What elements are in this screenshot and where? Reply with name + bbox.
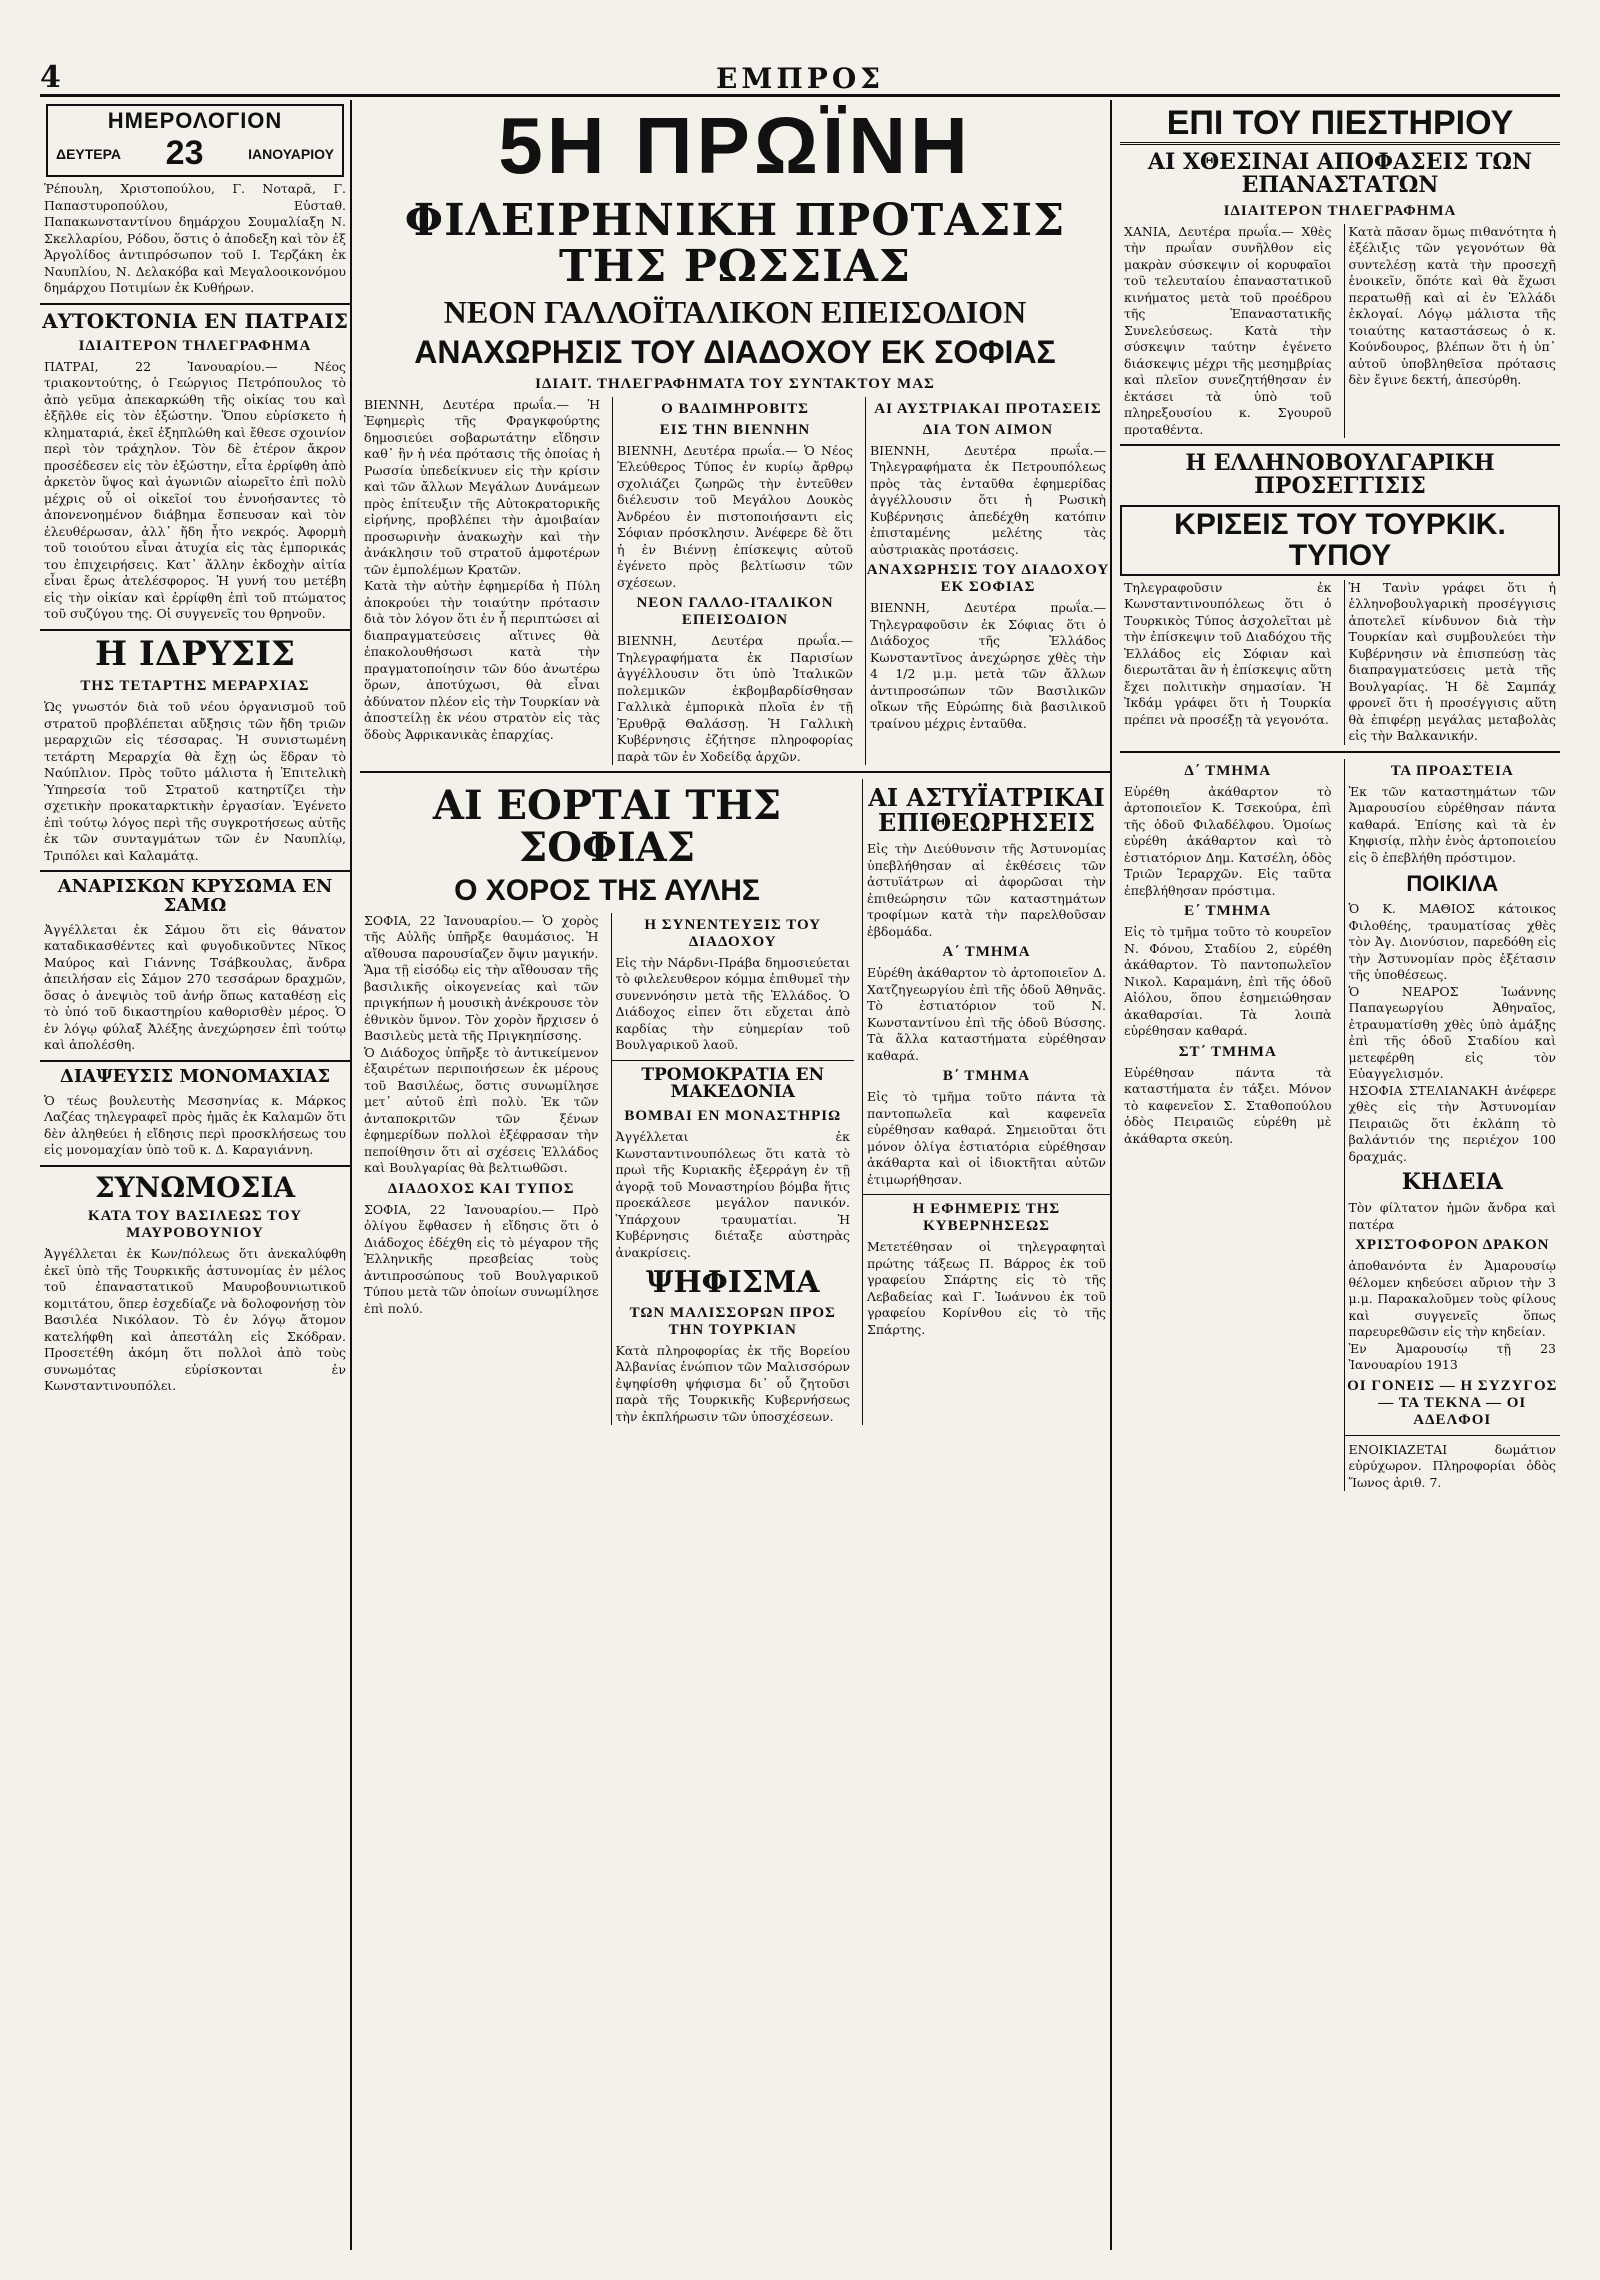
- article-title: ΝΕΟΝ ΓΑΛΛΟ-ΙΤΑΛΙΚΟΝ ΕΠΕΙΣΟΔΙΟΝ: [636, 595, 834, 629]
- article-text: Ἀγγέλλεται ἐκ Κων/πόλεως ὅτι ἀνεκαλύφθη ἐκεῖ ὑπὸ τῆς Τουρκικῆς ἀστυνομίας ἐν μέλος τοῦ ἐπαναστατικοῦ Μαυροβουνιωτικοῦ κομιτάτου, ὅπερ ἐσχεδίαζε νὰ δολοφονήσῃ τὸν Βασιλέα Νικόλαον. Τὸ ἐν λόγῳ ἄτομον κατελήφθη καὶ ἀπεστάλη εἰς Σκόδραν. Προσετέθη ἀκόμη ὅτι πολλοὶ ἀπὸ τοὺς συνωμότας εὑρίσκονται ἐν Κωνσταντινουπόλει.: [44, 1246, 346, 1394]
- article-text: Ὁ τέως βουλευτὴς Μεσσηνίας κ. Μάρκος Λαζέας τηλεγραφεῖ πρὸς ἡμᾶς ἐκ Καλαμῶν ὅτι δὲν ἀληθεύει ἡ εἴδησις περὶ προσκλήσεως του εἰς μονομαχίαν ὑπὸ τοῦ κ. Δ. Καραγιάννη.: [44, 1092, 346, 1158]
- story-columns: [1120, 224, 1560, 439]
- article-title: ΑΙ ΑΣΤΥΪΑΤΡΙΚΑΙ ΕΠΙΘΕΩΡΗΣΕΙΣ: [868, 783, 1105, 838]
- middle-section: [360, 779, 1110, 1425]
- article-subtitle: Ο ΧΟΡΟΣ ΤΗΣ ΑΥΛΗΣ: [454, 874, 760, 908]
- headline-number: 5Η: [498, 101, 609, 190]
- article-title: Η ΕΦΗΜΕΡΙΣ ΤΗΣ ΚΥΒΕΡΝΗΣΕΩΣ: [912, 1201, 1061, 1235]
- funeral-name: ΧΡΙΣΤΟΦΟΡΟΝ ΔΡΑΚΟΝ: [1355, 1237, 1550, 1254]
- calendar-box: [46, 104, 344, 177]
- article-subtitle: ΤΩΝ ΜΑΛΙΣΣΟΡΩΝ ΠΡΟΣ ΤΗΝ ΤΟΥΡΚΙΑΝ: [629, 1304, 836, 1338]
- calendar-title: ΗΜΕΡΟΛΟΓΙΟΝ: [107, 108, 283, 133]
- article-text: ΧΑΝΙΑ, Δευτέρα πρωΐα.— Χθὲς τὴν πρωΐαν συνῆλθον εἰς μακρὰν σύσκεψιν οἱ κορυφαῖοι τοῦ τελευταίου ἐπαναστατικοῦ κινήματος μετὰ τοῦ προέδρου τῆς Ἐπαναστατικῆς Συνελεύσεως. Κατὰ τὴν σύσκεψιν ταύτην ἐγένετο διάσκεψις μέχρι τῆς μεσημβρίας καὶ πλεῖον συνεζητήθησαν ἐν ἐκτάσει τὰ ὑπὸ τοῦ πληρεξουσίου κ. Σγουροῦ προταθέντα.: [1124, 223, 1332, 437]
- headline-subtitle: ΙΔΙΑΙΤ. ΤΗΛΕΓΡΑΦΗΜΑΤΑ ΤΟΥ ΣΥΝΤΑΚΤΟΥ ΜΑΣ: [535, 375, 935, 392]
- article-subtitle: ΕΙΣ ΤΗΝ ΒΙΕΝΝΗΝ: [659, 421, 811, 438]
- article-title: ΚΗΔΕΙΑ: [1401, 1169, 1503, 1196]
- article-subtitle: ΚΡΙΣΕΙΣ ΤΟΥ ΤΟΥΡΚΙΚ. ΤΥΠΟΥ: [1120, 505, 1560, 576]
- article-text: ΒΙΕΝΝΗ, Δευτέρα πρωΐα.— Ὁ Νέος Ἐλεύθερος Τύπος ἐν κυρίῳ ἄρθρῳ σχολιάζει ζωηρῶς τὴν ἐντεῦθεν διέλευσιν τοῦ Μεγάλου Δουκὸς Ἀνδρέου ἐν πιστοποιήσαντι εἰς Σόφιαν πρόσκλησιν. Ἀνέφερε δὲ ὅτι ἡ ἐν Βιέννῃ ἐπίσκεψις αὐτοῦ ἐγένετο πρὸς βελτίωσιν τῶν σχέσεων.: [617, 442, 853, 590]
- article-text: Ἀγγέλλεται ἐκ Κωνσταντινουπόλεως ὅτι κατὰ τὸ πρωὶ τῆς Κυριακῆς ἐξερράγη ἐν τῇ ἀγορᾷ τοῦ Μοναστηρίου βόμβα ἥτις προεκάλεσε μεγάλον πανικόν. Ὑπάρχουν τραυματίαι. Ἡ Κυβέρνησις διέταξε αὐστηρὰς ἀνακρίσεις.: [615, 1129, 850, 1260]
- section-label: Β΄ ΤΜΗΜΑ: [942, 1068, 1031, 1085]
- article-title: ΑΥΤΟΚΤΟΝΙΑ ΕΝ ΠΑΤΡΑΙΣ: [42, 308, 348, 333]
- article-text: Εἰς τὴν Διεύθυνσιν τῆς Ἀστυνομίας ὑπεβλήθησαν αἱ ἐκθέσεις τῶν ἀστυϊάτρων αἱ ἀφορῶσαι τὴν ἐπιθεώρησιν τῶν καταστημάτων τροφίμων κατὰ τὴν παρελθοῦσαν ἑβδομάδα.: [867, 841, 1106, 939]
- section-label: Α΄ ΤΜΗΜΑ: [942, 944, 1031, 961]
- article-text: Ὁ ΝΕΑΡΟΣ Ἰωάννης Παπαγεωργίου Ἀθηναῖος, ἐτραυματίσθη χθὲς ὑπὸ ἀμάξης ἐπὶ τῆς ὁδοῦ Σταδίου καὶ μετεφέρθη εἰς τὸν Εὐαγγελισμόν.: [1348, 983, 1556, 1082]
- article-text: Εὑρέθησαν πάντα τὰ καταστήματα ἐν τάξει. Μόνον τὸ καφενεῖον Σ. Σταθοπούλου ὁδὸς Πειραιῶς εὑρέθη μὲ ἀκάθαρτα σκεύη.: [1124, 1064, 1332, 1146]
- calendar-day: 23: [165, 134, 204, 172]
- story-column: [1344, 224, 1561, 439]
- article-text: ΒΙΕΝΝΗ, Δευτέρα πρωΐα.— Τηλεγραφήματα ἐκ Πετρουπόλεως πρὸς τὰς ἐνταῦθα ἐφημερίδας ἀγγέλλουσιν ὅτι ἡ Ρωσικὴ Κυβέρνησις ἀπεδέχθη κατόπιν ἐπισταμένης μελέτης τὰς αὐστριακὰς προτάσεις.: [870, 442, 1106, 557]
- headline-word: ΠΡΩΪΝΗ: [634, 101, 972, 190]
- section-label: ΣΤ΄ ΤΜΗΜΑ: [1178, 1043, 1277, 1060]
- sofia-feature: [360, 779, 854, 1425]
- article-text: Κατὰ τὴν αὐτὴν ἐφημερίδα ἡ Πύλη ἀποκρούει τὴν τοιαύτην πρότασιν διὰ τὸν λόγον ὅτι ἐν ἧ περιπτώσει αἱ διαπραγματεύσεις αἵτινες θὰ ἐπακολουθήσωσι κατὰ τὴν πραγματοποίησιν τῶν δύο ἀνωτέρω ὅρων, ἀποτύχωσι, θὰ εἶναι ἀδύνατον πλέον εἰς τὴν Τουρκίαν νὰ ἀποστείλῃ ἐκ νέου στρατὸν εἰς τὰς ὅδοὺς Ἀφρικανικὰς ἐπαρχίας.: [364, 578, 600, 742]
- article-title: ΨΗΦΙΣΜΑ: [645, 1265, 820, 1301]
- article-text: ΒΙΕΝΝΗ, Δευτέρα πρωΐα.— Τηλεγραφήματα ἐκ Παρισίων ἀγγέλλουσιν ὅτι ὑπὸ Ἰταλικῶν πολεμικῶν ἐκβομβαρδίσθησαν Γαλλικὰ ἐμπορικὰ πλοῖα ἐν τῇ Ἐρυθρᾷ Θαλάσσῃ. Ἡ Γαλλικὴ Κυβέρνησις ἐζήτησε πληροφορίας παρὰ τῶν ἐν Χοδείδᾳ ἀρχῶν.: [617, 633, 853, 764]
- top-story-columns: [360, 397, 1110, 766]
- story-column: [1344, 580, 1561, 745]
- article-title: ΑΝΑΧΩΡΗΣΙΣ ΤΟΥ ΔΙΑΔΟΧΟΥ ΕΚ ΣΟΦΙΑΣ: [866, 562, 1110, 596]
- article-text: Μετετέθησαν οἱ τηλεγραφηταὶ πρώτης τάξεως Π. Βάρρος ἐκ τοῦ γραφείου Σπάρτης εἰς τὸ τῆς Λεβαδείας καὶ Γ. Ἰωάννου ἐκ τοῦ γραφείου Κορίνθου εἰς τὸ τῆς Σπάρτης.: [867, 1239, 1106, 1337]
- banner: ΕΠΙ ΤΟΥ ΠΙΕΣΤΗΡΙΟΥ: [1120, 106, 1560, 145]
- article-text: Ὁ Κ. ΜΑΘΙΟΣ κάτοικος Φιλοθέης, τραυματίσας χθὲς τὸν Ἀγ. Διονύσιον, παρεδόθη εἰς τὴν Ἀστυνομίαν πρὸς ἐξέτασιν τῆς ὑποθέσεως.: [1348, 901, 1556, 983]
- story-column: [865, 397, 1110, 766]
- article-text: Εἰς τὴν Νάρδνι-Πράβα δημοσιεύεται τὸ φιλελευθερον κόμμα ἐπιθυμεῖ τὴν συνεννόησιν μετὰ τῆς Ἑλλάδος. Ὁ Διάδοχος εἰπεν ὅτι εὔχεται ἀπὸ καρδίας τὴν εὐημερίαν τοῦ Βουλγαρικοῦ λαοῦ.: [615, 954, 850, 1053]
- center-column: [360, 100, 1112, 2250]
- article-subtitle: ΒΟΜΒΑΙ ΕΝ ΜΟΝΑΣΤΗΡΙΩ: [624, 1108, 842, 1125]
- calendar-text: Ῥέπουλη, Χριστοπούλου, Γ. Νοταρᾶ, Γ. Παπαστυροπούλου, Εὐσταθ. Παπακωνσταντίνου δημάρχου Σουμαλίαξη Ν. Σκελλαρίου, Ρόδου, ὅστις ὁ ἀποδεξη καὶ τὸν ἐξ Ἀργολίδος ἀντιπρόσωπον τοῦ Ι. Τερζάκη ἐκ Ναυπλίου, Ν. Δελακόβα καὶ Μεγαλοοικονόμου δημάρχου Ποτιμίων ἐκ Κυθήρων.: [44, 181, 346, 295]
- article-text: ΒΙΕΝΝΗ, Δευτέρα πρωΐα.— Ἡ Ἐφημερὶς τῆς Φραγκφούρτης δημοσιεύει σοβαρωτάτην εἴδησιν καθ᾽ ἣν ἡ νέα πρότασις τῆς ὁποίας ἡ Ρωσσία ὑπεδείκνυεν εἰς τὴν κρίσιν καὶ τῶν ἄλλων Μεγάλων Δυνάμεων πρὸς ἐπίτευξιν τῆς Αὐτοκρατορικῆς εἰρήνης, προβλέπει τὴν ἀμοιβαίαν προσωρινὴν ἀνακωχὴν καὶ τὴν ἀνάκλησιν τοῦ στρατοῦ ἀμφοτέρων τῶν ἐμπολέμων Κρατῶν.: [364, 396, 600, 577]
- article-title: Η ΣΥΝΕΝΤΕΥΞΙΣ ΤΟΥ ΔΙΑΔΟΧΟΥ: [644, 916, 822, 950]
- article-title: Ο ΒΑΔΙΜΗΡΟΒΙΤΣ: [661, 400, 809, 417]
- story-column: [1120, 759, 1336, 1492]
- article-text: Ἡ Τανὶν γράφει ὅτι ἡ ἑλληνοβουλγαρικὴ προσέγγισις ἀποτελεῖ κίνδυνον διὰ τὴν Τουρκίαν καὶ συμβουλεύει τὴν Κυβέρνησιν νὰ ἐπισπεύσῃ τὰς διαπραγματεύσεις μετὰ τῆς Βουλγαρίας. Ἡ δὲ Σαμπάχ φρονεῖ ὅτι ἡ προσέγγισις αὕτη θὰ ἐπιφέρῃ μεγάλας μεταβολὰς εἰς τὴν Βαλκανικήν.: [1348, 579, 1556, 744]
- sofia-columns: [360, 913, 854, 1426]
- headline-1: ΦΙΛΕΙΡΗΝΙΚΗ ΠΡΟΤΑΣΙΣ ΤΗΣ ΡΩΣΣΙΑΣ: [404, 195, 1066, 293]
- article-text: Ἀγγέλλεται ἐκ Σάμου ὅτι εἰς θάνατον καταδικασθέντες καὶ φυγοδικοῦντες Νῖκος Μαύρος καὶ Γιάννης Τσάβκουλας, ἄνδρα ἀπειλήσαν εἰς Σάμον 270 τεσσάρων δραχμῶν, ὅσας ὁ ἀνεψιὸς τοῦ ἀνήρ ὅπως καταθέσῃ εἰς τὸ ὑπό τοῦ δικαστηρίου καθορισθὲν μέρος. Ὁ ἐν λόγῳ φύλαξ Ἀλέξης ἀνεχώρησεν ἐπὶ τούτῳ καὶ ἀπολέσθη.: [44, 921, 346, 1053]
- article-text: ΠΑΤΡΑΙ, 22 Ἰανουαρίου.— Νέος τριακοντούτης, ὁ Γεώργιος Πετρόπουλος τὸ ἀπὸ γεῦμα ἀπεκαρκώθη τῆς οἰκίας του καὶ ἐξῆλθε εἰς τὸν ἐξώστην. Ὅπου εὑρίσκετο ἡ κληματαριά, ἐκεῖ ἐξηπλώθη καὶ ἔθεσε σχοινίον περὶ τὸν τράχηλον. Τὸν δὲ ἑτέρον ἄκρον προσέδεσεν εἰς τὸν ἐξώστην, εἶτα ἐρρίφθη ἀπὸ ἀρκετὸν ὕψος καὶ ἀγωνιῶν αἰωρεῖτο ἐπὶ πολὺ μέχρις οὗ οἱ οἰκεῖοί του ἐννοήσαντες τὸ ἀπονενοημένον διάβημα ἔσπευσαν καὶ τὸν ἐλευθέρωσαν, ἀλλ᾽ ἤδη ἦτο νεκρός. Ἀφορμὴ τοῦ τοιούτου εἶναι ἀτυχία εἰς τὰς ἐμπορικάς του ἐπιχειρήσεις. Κατ᾽ ἄλλην ἐκδοχὴν αἰτία εἶναι ἔρως ἀτελέσφορος. Ἡ γυνή του μετέβη εἰς τὴν οἰκίαν καὶ ἐρρίφθη ἐπὶ τοῦ πτώματος τοῦ συζύγου της. Οἱ συγγενεῖς του θρηνοῦν.: [44, 358, 346, 621]
- article-subtitle: ΤΗΣ ΤΕΤΑΡΤΗΣ ΜΕΡΑΡΧΙΑΣ: [80, 678, 310, 695]
- article-title: Η ΙΔΡΥΣΙΣ: [94, 633, 296, 674]
- article-title: ΔΙΑΔΟΧΟΣ ΚΑΙ ΤΥΠΟΣ: [387, 1180, 575, 1197]
- article-subtitle: ΚΑΤΑ ΤΟΥ ΒΑΣΙΛΕΩΣ ΤΟΥ ΜΑΥΡΟΒΟΥΝΙΟΥ: [87, 1208, 303, 1242]
- paper-name: ΕΜΠΡΟΣ: [715, 62, 885, 95]
- article-subtitle: ΙΔΙΑΙΤΕΡΟΝ ΤΗΛΕΓΡΑΦΗΜΑ: [78, 337, 312, 354]
- headline-3: ΑΝΑΧΩΡΗΣΙΣ ΤΟΥ ΔΙΑΔΟΧΟΥ ΕΚ ΣΟΦΙΑΣ: [414, 333, 1056, 370]
- story-column: [612, 397, 857, 766]
- article-title: ΑΙ ΑΥΣΤΡΙΑΚΑΙ ΠΡΟΤΑΣΕΙΣ: [874, 400, 1102, 417]
- masthead: [40, 60, 1560, 97]
- section-label: Δ΄ ΤΜΗΜΑ: [1184, 762, 1272, 779]
- story-column: [360, 397, 604, 766]
- article-title: ΑΙ ΕΟΡΤΑΙ ΤΗΣ ΣΟΦΙΑΣ: [432, 782, 782, 872]
- story-column: [1120, 224, 1336, 439]
- article-text: Τηλεγραφοῦσιν ἐκ Κωνσταντινουπόλεως ὅτι ὁ Τουρκικὸς Τύπος ἀσχολεῖται μὲ τὴν ἐπίσκεψιν τοῦ Διαδόχου τῆς Ἑλλάδος εἰς Σόφιαν καὶ διερωτᾶται ἂν ἡ ἐπίσκεψις αὕτη ἔχει πολιτικὴν σημασίαν. Ἡ Ἰκδάμ γράφει ὅτι ἡ Τουρκία πρέπει νὰ προσέξῃ τὰ γεγονότα.: [1124, 579, 1332, 727]
- article-text: Κατὰ πληροφορίας ἐκ τῆς Βορείου Ἀλβανίας ἐνώπιον τῶν Μαλισσόρων ἐψηφίσθη ψήφισμα δι᾽ οὗ ζητοῦσι παρὰ τῆς Τουρκικῆς Κυβερνήσεως τὴν ἐκπλήρωσιν τῶν ὑποσχέσεων.: [615, 1342, 850, 1424]
- article-title: ΤΡΟΜΟΚΡΑΤΙΑ ΕΝ ΜΑΚΕΔΟΝΙΑ: [641, 1064, 825, 1103]
- article-text: Ὡς γνωστόν διὰ τοῦ νέου ὀργανισμοῦ τοῦ στρατοῦ προβλέπεται αὔξησις τῶν ἤδη τριῶν μεραρχιῶν εἰς τέσσαρας. Ἡ συνιστωμένη τετάρτη Μεραρχία θὰ ἔχῃ ὡς ἕδραν τὸ Ναύπλιον. Πρὸς τοῦτο μάλιστα ἡ Ἐπιτελικὴ Ὑπηρεσία τοῦ Στρατοῦ κατηρτίζει τὴν σχετικὴν προκαταρκτικὴν ἐργασίαν. Ἐγένετο ἐπὶ τούτῳ λόγος περὶ τῆς συγκροτήσεως αὐτῆς ἐκ τῶν συνταγμάτων τῶν ἐν Ναυπλίῳ, Τριπόλει καὶ Καλαμάτᾳ.: [44, 699, 346, 863]
- story-columns: [1120, 580, 1560, 745]
- article-title: ΠΟΙΚΙΛΑ: [1406, 871, 1499, 897]
- article-text: ΣΟΦΙΑ, 22 Ἰανουαρίου.— Πρὸ ὀλίγου ἔφθασεν ἡ εἴδησις ὅτι ὁ Διάδοχος ἐδέχθη εἰς τὸ μέγαρον τῆς Ἑλληνικῆς πρεσβείας τοὺς ἀντιπροσώπους τοῦ Βουλγαρικοῦ Τύπου μετὰ τῶν ὁποίων συνωμίλησε ἐπὶ πολύ.: [364, 1201, 599, 1316]
- main-headline: [360, 100, 1110, 192]
- right-column: [1120, 100, 1560, 2250]
- classified-ad: ΕΝΟΙΚΙΑΖΕΤΑΙ δωμάτιον εὐρύχωρον. Πληροφορίαι ὁδὸς Ἴωνος ἀριθ. 7.: [1348, 1441, 1556, 1490]
- article-text: Εὑρέθη ἀκάθαρτον τὸ ἀρτοποιεῖον Δ. Χατζηγεωργίου ἐπὶ τῆς ὁδοῦ Ἀθηνᾶς. Τὸ ἐστιατόριον τοῦ Ν. Κωνσταντίνου ἐπὶ τῆς ὁδοῦ Βύσσης. Τὰ ἄλλα καταστήματα εὑρέθησαν καθαρά.: [867, 965, 1106, 1063]
- article-text: Ἐκ τῶν καταστημάτων τῶν Ἀμαρουσίου εὑρέθησαν πάντα καθαρά. Ἐπίσης καὶ τὰ ἐν Κηφισίᾳ, πλὴν ἑνὸς ἀρτοποιείου εἰς ὃ ἐπεβλήθη πρόστιμον.: [1348, 783, 1556, 865]
- section-label: Ε΄ ΤΜΗΜΑ: [1184, 903, 1272, 920]
- article-text: Εἰς τὸ τμῆμα τοῦτο τὸ κουρεῖον Ν. Φόνου, Σταδίου 2, εὑρέθη ἀκάθαρτον. Τὸ παντοπωλεῖον Νικολ. Καραμάνη, ἐπὶ τῆς ὁδοῦ Αἰόλου, ὅπου ἐσημειώθησαν ἀκαθαρσίαι. Τὰ λοιπὰ εὑρέθησαν καθαρά.: [1124, 924, 1332, 1039]
- article-title: ΤΑ ΠΡΟΑΣΤΕΙΑ: [1390, 762, 1514, 779]
- article-title: ΔΙΑΨΕΥΣΙΣ ΜΟΝΟΜΑΧΙΑΣ: [59, 1065, 331, 1087]
- left-column: [40, 100, 352, 2250]
- article-text: ΒΙΕΝΝΗ, Δευτέρα πρωΐα.— Τηλεγραφοῦσιν ἐκ Σόφιας ὅτι ὁ Διάδοχος τῆς Ἑλλάδος Κωνσταντῖνος ἀνεχώρησε χθὲς τὴν 4 1/2 μ.μ. μετὰ τῶν ἄλλων ἀντιπροσώπων τῶν Βασιλικῶν οἴκων τῆς Εὐρώπης διὰ βασιλικοῦ τραίνου μέχρις ἐνταῦθα.: [870, 600, 1106, 731]
- article-text: Τὸν φίλτατον ἡμῶν ἄνδρα καὶ πατέρα: [1348, 1200, 1556, 1232]
- lower-columns: [1120, 759, 1560, 1492]
- article-text: Κατὰ πᾶσαν ὅμως πιθανότητα ἡ ἐξέλιξις τῶν γεγονότων θὰ συντελέσῃ κατὰ τὴν προσεχῆ ἑνοικεῖν, ὅπότε καὶ θὰ ἔχωσι περατωθῇ καὶ αἱ ἐν Ἑλλάδι ἐκλογαί. Λόγῳ μάλιστα τῆς τοιαύτης καταστάσεως ὁ κ. Κούνδουρος, βλέπων ὅτι ἡ ὑπ᾽ αὐτοῦ ὑποβληθεῖσα πρότασις δὲν ἔγινε δεκτή, ἀπεσύρθη.: [1348, 223, 1556, 388]
- article-title: ΣΥΝΩΜΟΣΙΑ: [94, 1170, 296, 1204]
- article-subtitle: ΔΙΑ ΤΟΝ ΑΙΜΟΝ: [922, 421, 1054, 438]
- story-column: [360, 913, 603, 1426]
- article-text: Εἰς τὸ τμῆμα τοῦτο πάντα τὰ παντοπωλεῖα καὶ καφενεῖα εὑρέθησαν καθαρά. Σημειοῦται ὅτι μόνον ὀλίγα ἐστιατόρια εὑρέθησαν ἀκάθαρτα καὶ οἱ ἰδιοκτῆται αὐτῶν ἐτιμωρήθησαν.: [867, 1089, 1106, 1187]
- article-text: Ἐν Ἀμαρουσίῳ τῇ 23 Ἰανουαρίου 1913: [1348, 1340, 1556, 1373]
- calendar-date: [50, 134, 340, 173]
- story-column: [1120, 580, 1336, 745]
- funeral-signatories: ΟΙ ΓΟΝΕΙΣ — Η ΣΥΖΥΓΟΣ — ΤΑ ΤΕΚΝΑ — ΟΙ ΑΔΕΛΦΟΙ: [1347, 1377, 1558, 1428]
- headline-2: ΝΕΟΝ ΓΑΛΛΟΪΤΑΛΙΚΟΝ ΕΠΕΙΣΟΔΙΟΝ: [443, 294, 1027, 331]
- calendar-weekday: ΔΕΥΤΕΡΑ: [56, 145, 122, 162]
- article-title: ΑΝΑΡΙΣΚΩΝ ΚΡΥΣΩΜΑ ΕΝ ΣΑΜΩ: [57, 876, 333, 917]
- article-text: ἀποθανόντα ἐν Ἀμαρουσίῳ θέλομεν κηδεύσει αὔριον τὴν 3 μ.μ. Παρακαλοῦμεν τοὺς φίλους καὶ συγγενεῖς ὅπως παρευρεθῶσιν εἰς τὴν κηδείαν.: [1348, 1258, 1556, 1340]
- story-column: [1344, 759, 1561, 1492]
- sanitary-inspections: [862, 779, 1110, 1425]
- calendar-month: ΙΑΝΟΥΑΡΙΟΥ: [248, 145, 334, 162]
- page-number: 4: [40, 60, 61, 95]
- article-text: ΣΟΦΙΑ, 22 Ἰανουαρίου.— Ὁ χορὸς τῆς Αὐλῆς ὑπῆρξε θαυμάσιος. Ἡ αἴθουσα παρουσίαζεν ὄψιν μαγικήν. Ἅμα τῇ εἰσόδῳ εἰς τὴν αἴθουσαν τῆς βασιλικῆς οἰκογενείας καὶ τῶν πριγκήπων ἡ μουσικὴ ἀνέκρουσε τὸν ἐθνικὸν ὕμνον. Τὸν χορὸν ἤρχισεν ὁ Βασιλεὺς μετὰ τῆς Πριγκηπίσσης.: [364, 912, 599, 1044]
- story-column: [611, 913, 855, 1426]
- article-subtitle: ΙΔΙΑΙΤΕΡΟΝ ΤΗΛΕΓΡΑΦΗΜΑ: [1223, 202, 1457, 219]
- article-text: ΗΣΟΦΙΑ ΣΤΕΛΙΑΝΑΚΗ ἀνέφερε χθὲς εἰς τὴν Ἀστυνομίαν Πειραιῶς ὅτι ἐκλάπη τὸ βαλάντιόν της περιέχον 100 δραχμάς.: [1348, 1082, 1556, 1164]
- article-title: Η ΕΛΛΗΝΟΒΟΥΛΓΑΡΙΚΗ ΠΡΟΣΕΓΓΙΣΙΣ: [1185, 450, 1495, 500]
- article-text: Εὑρέθη ἀκάθαρτον τὸ ἀρτοποιεῖον Κ. Τσεκούρα, ἐπὶ τῆς ὁδοῦ Φιλαδέλφου. Ὁμοίως εὑρέθη ἀκάθαρτον καὶ τὸ ἐστιατόριον Δημ. Κατσέλη, ὁδὸς Τριῶν Ἱεραρχῶν. Εἰς ταῦτα ἐπεβλήθησαν πρόστιμα.: [1124, 783, 1332, 898]
- article-text: Ὁ Διάδοχος ὑπῆρξε τὸ ἀντικείμενον ἐξαιρέτων περιποιήσεων ἐκ μέρους τοῦ Βασιλέως, ὅστις συνωμίλησε μετ᾽ αὐτοῦ ἐπὶ πολὺ. Ἐκ τῶν ἀνταποκριτῶν τῶν ξένων ἐφημερίδων πολλοὶ ἐξέφρασαν τὴν πεποίθησιν ὅτι αἱ σχέσεις Ἑλλάδος καὶ Βουλγαρίας θὰ βελτιωθῶσι.: [364, 1044, 599, 1176]
- article-title: ΑΙ ΧΘΕΣΙΝΑΙ ΑΠΟΦΑΣΕΙΣ ΤΩΝ ΕΠΑΝΑΣΤΑΤΩΝ: [1147, 148, 1533, 198]
